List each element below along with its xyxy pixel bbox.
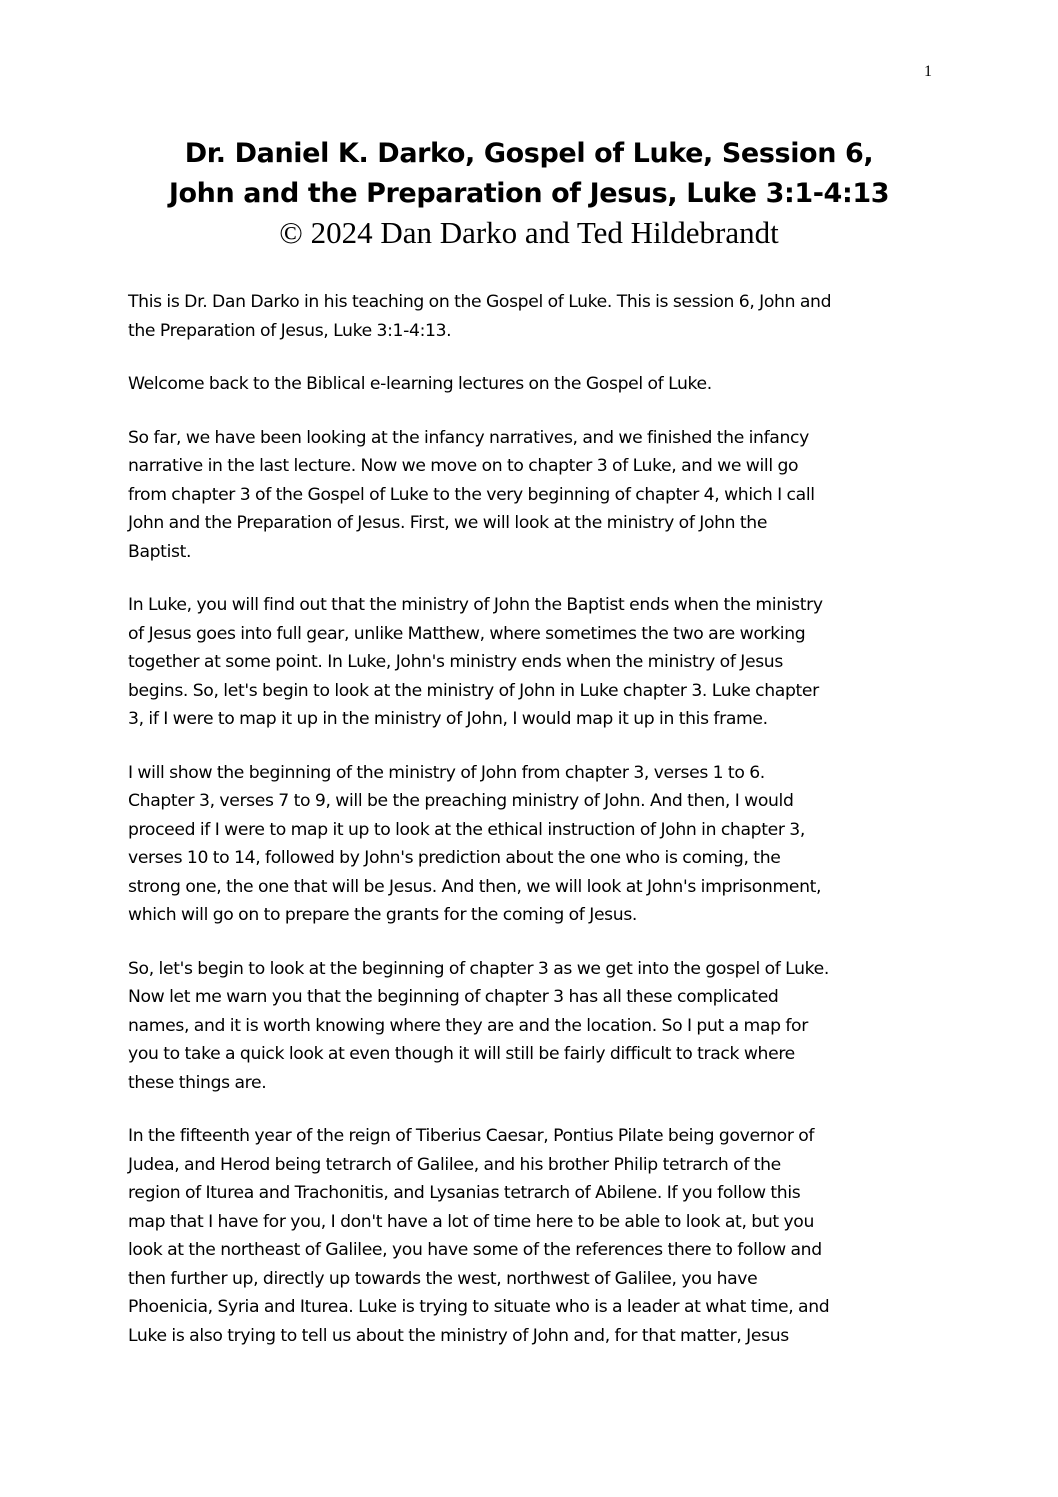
- paragraph-line: John and the Preparation of Jesus. First, we will look at the ministry of John the: [128, 513, 768, 533]
- paragraph-line: This is Dr. Dan Darko in his teaching on the Gospel of Luke. This is session 6, John and: [128, 292, 832, 312]
- body-paragraph: [128, 288, 932, 345]
- paragraph-line: Chapter 3, verses 7 to 9, will be the preaching ministry of John. And then, I would: [128, 791, 794, 811]
- body-paragraph: [128, 759, 932, 930]
- paragraph-line: the Preparation of Jesus, Luke 3:1-4:13.: [128, 320, 452, 341]
- paragraph-line: names, and it is worth knowing where they are and the location. So I put a map for: [128, 1015, 808, 1036]
- paragraph-line: you to take a quick look at even though it will still be fairly difficult to track where: [128, 1044, 795, 1064]
- title-line-2: John and the Preparation of Jesus, Luke 3:1-4:13: [168, 178, 890, 209]
- paragraph-line: Phoenicia, Syria and Iturea. Luke is trying to situate who is a leader at what time, and: [128, 1297, 830, 1317]
- paragraph-line: Now let me warn you that the beginning of chapter 3 has all these complicated: [128, 987, 779, 1007]
- page-number: 1: [924, 63, 932, 80]
- paragraph-line: So far, we have been looking at the infancy narratives, and we finished the infancy: [128, 427, 809, 448]
- document-body: [128, 288, 932, 1375]
- paragraph-line: together at some point. In Luke, John's ministry ends when the ministry of Jesus: [128, 652, 783, 672]
- paragraph-line: Luke is also trying to tell us about the ministry of John and, for that matter, Jesus: [128, 1325, 789, 1346]
- paragraph-line: proceed if I were to map it up to look at the ethical instruction of John in chapter 3,: [128, 819, 805, 840]
- body-paragraph: [128, 955, 932, 1098]
- paragraph-line: these things are.: [128, 1072, 267, 1093]
- paragraph-line: I will show the beginning of the ministry of John from chapter 3, verses 1 to 6.: [128, 762, 765, 783]
- paragraph-line: In the fifteenth year of the reign of Tiberius Caesar, Pontius Pilate being governor of: [128, 1126, 815, 1146]
- paragraph-line: begins. So, let's begin to look at the ministry of John in Luke chapter 3. Luke chapter: [128, 680, 819, 701]
- paragraph-line: then further up, directly up towards the west, northwest of Galilee, you have: [128, 1268, 758, 1289]
- paragraph-line: So, let's begin to look at the beginning of chapter 3 as we get into the gospel of Luke.: [128, 958, 829, 979]
- paragraph-line: map that I have for you, I don't have a lot of time here to be able to look at, but you: [128, 1211, 815, 1232]
- paragraph-line: strong one, the one that will be Jesus. And then, we will look at John's imprisonment,: [128, 876, 822, 897]
- paragraph-line: Judea, and Herod being tetrarch of Galilee, and his brother Philip tetrarch of the: [128, 1154, 781, 1175]
- body-paragraph: [128, 591, 932, 734]
- paragraph-line: 3, if I were to map it up in the ministry of John, I would map it up in this frame.: [128, 709, 768, 729]
- paragraph-line: Baptist.: [128, 541, 192, 562]
- paragraph-line: from chapter 3 of the Gospel of Luke to the very beginning of chapter 4, which I call: [128, 484, 815, 505]
- paragraph-line: look at the northeast of Galilee, you have some of the references there to follow and: [128, 1240, 822, 1260]
- paragraph-line: narrative in the last lecture. Now we move on to chapter 3 of Luke, and we will go: [128, 456, 799, 476]
- paragraph-line: which will go on to prepare the grants for the coming of Jesus.: [128, 905, 638, 925]
- paragraph-line: Welcome back to the Biblical e-learning lectures on the Gospel of Luke.: [128, 374, 712, 394]
- paragraph-line: region of Iturea and Trachonitis, and Lysanias tetrarch of Abilene. If you follow this: [128, 1183, 801, 1203]
- body-paragraph: [128, 1122, 932, 1350]
- paragraph-line: of Jesus goes into full gear, unlike Matthew, where sometimes the two are working: [128, 623, 806, 644]
- document-title: [100, 134, 958, 252]
- paragraph-line: verses 10 to 14, followed by John's prediction about the one who is coming, the: [128, 848, 781, 868]
- title-line-1: Dr. Daniel K. Darko, Gospel of Luke, Session 6,: [184, 138, 874, 169]
- body-paragraph: [128, 370, 932, 399]
- paragraph-line: In Luke, you will find out that the ministry of John the Baptist ends when the ministry: [128, 595, 823, 615]
- body-paragraph: [128, 424, 932, 567]
- copyright-line: © 2024 Dan Darko and Ted Hildebrandt: [279, 215, 779, 250]
